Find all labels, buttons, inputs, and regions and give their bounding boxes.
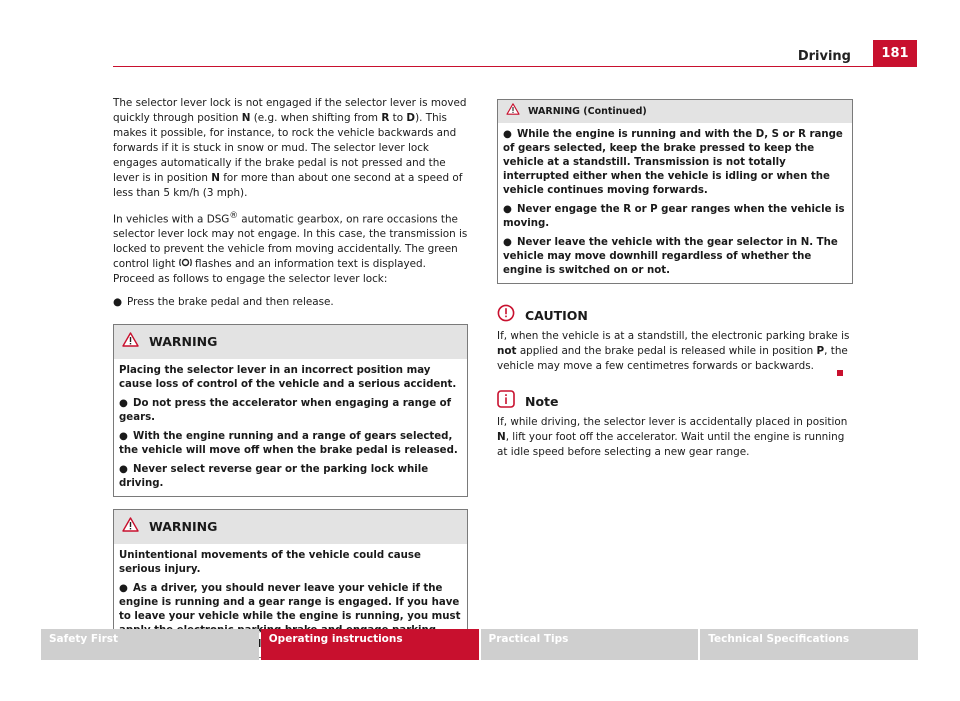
page-header	[0, 40, 960, 68]
warning-icon	[506, 103, 520, 120]
list-item: ● Do not press the accelerator when engaging a range of gears.	[119, 398, 452, 424]
caution-section	[497, 304, 853, 374]
list-item: ● While the engine is running and with the D, S or R range of gears selected, keep the brake pressed to keep the vehicle at a standstill. Transmission is not totally interrupted either when the vehicle is idling or when the vehicle continues moving forwards.	[503, 129, 843, 196]
list-item: ● With the engine running and a range of gears selected, the vehicle will move off when the brake pedal is released.	[119, 431, 458, 457]
list-item: ● Never select reverse gear or the parking lock while driving.	[119, 464, 429, 490]
note-header	[497, 390, 853, 413]
caution-icon	[497, 304, 515, 327]
warning-icon	[122, 517, 139, 537]
warning-header	[498, 100, 852, 123]
footer-tab-safety-first[interactable]: Safety First	[41, 629, 259, 660]
list-item: ● Never leave the vehicle with the gear selector in N. The vehicle may move downhill regardless of whether the engine is switched on or not.	[503, 237, 838, 276]
section-title: Driving	[797, 49, 851, 64]
note-title: Note	[525, 394, 559, 409]
caution-header	[497, 304, 853, 327]
list-item: ● Never engage the R or P gear ranges when the vehicle is moving.	[503, 204, 845, 229]
footer-nav	[41, 629, 918, 660]
warning-icon	[122, 332, 139, 352]
header-rule	[113, 66, 917, 67]
warning-header	[114, 325, 467, 359]
warning-box-1	[113, 324, 468, 497]
note-section	[497, 390, 853, 460]
footer-tab-technical-specifications[interactable]: Technical Specifications	[700, 629, 918, 660]
right-column	[497, 99, 853, 468]
paragraph-selector-lock: The selector lever lock is not engaged if the selector lever is moved quickly through position N (e.g. when shifting from R to D). This makes it possible, for instance, to rock the vehicle backwards and forwards if it is stuck in snow or mud. The selector lever lock engages automatically if the brake pedal is not pressed and the lever is in position N for more than about one second at a speed of less than 5 km/h (3 mph).	[113, 97, 467, 199]
warning-body: Placing the selector lever in an incorrect position may cause loss of control of the vehicle and a serious accident. ● Do not press the accelerator when engaging a range of gears. ● With the engine running and a range of gears selected, the vehicle will move off when the brake pedal is released. ● Never select reverse gear or the parking lock while driving.	[114, 359, 467, 496]
caution-title: CAUTION	[525, 308, 588, 323]
left-column	[113, 96, 468, 658]
note-text: If, while driving, the selector lever is accidentally placed in position N, lift your foot off the accelerator. Wait until the engine is running at idle speed before selecting a new gear range.	[497, 416, 848, 458]
paragraph-dsg: In vehicles with a DSG® automatic gearbox, on rare occasions the selector lever lock may not engage. In this case, the transmission is locked to prevent the vehicle from moving accidentally. The green control light flashes and an information text is displayed. Proceed as follows to engage the selector lever lock:	[113, 211, 468, 286]
footer-tab-practical-tips[interactable]: Practical Tips	[481, 629, 699, 660]
footer-tab-operating-instructions[interactable]: Operating instructions	[261, 629, 479, 660]
list-item: ● As a driver, you should never leave your vehicle if the engine is running and a gear range is engaged. If you have to leave your vehicle while the engine is running, you must parking	[119, 583, 461, 637]
info-icon	[497, 390, 515, 413]
page-number: 181	[873, 40, 917, 66]
caution-text: If, when the vehicle is at a standstill, the electronic parking brake is not applied and the brake pedal is released while in position P, the vehicle may move a few centimetres forwards or backwards.	[497, 330, 850, 372]
warning-title: WARNING	[149, 519, 218, 535]
warning-body	[498, 123, 852, 283]
warning-title: WARNING (Continued)	[528, 105, 647, 117]
list-item: ● Press the brake pedal and then release.	[113, 296, 334, 309]
warning-body: Unintentional movements of the vehicle could cause serious injury. ● As a driver, you should never leave your vehicle if the engine is running and a gear range is engaged. If you have to leave your vehicle while the engine is running, you must parking	[114, 544, 467, 657]
section-end-marker	[837, 370, 843, 376]
warning-header	[114, 510, 467, 544]
warning-continued-box	[497, 99, 853, 284]
warning-title: WARNING	[149, 334, 218, 350]
control-light-icon	[179, 258, 192, 270]
